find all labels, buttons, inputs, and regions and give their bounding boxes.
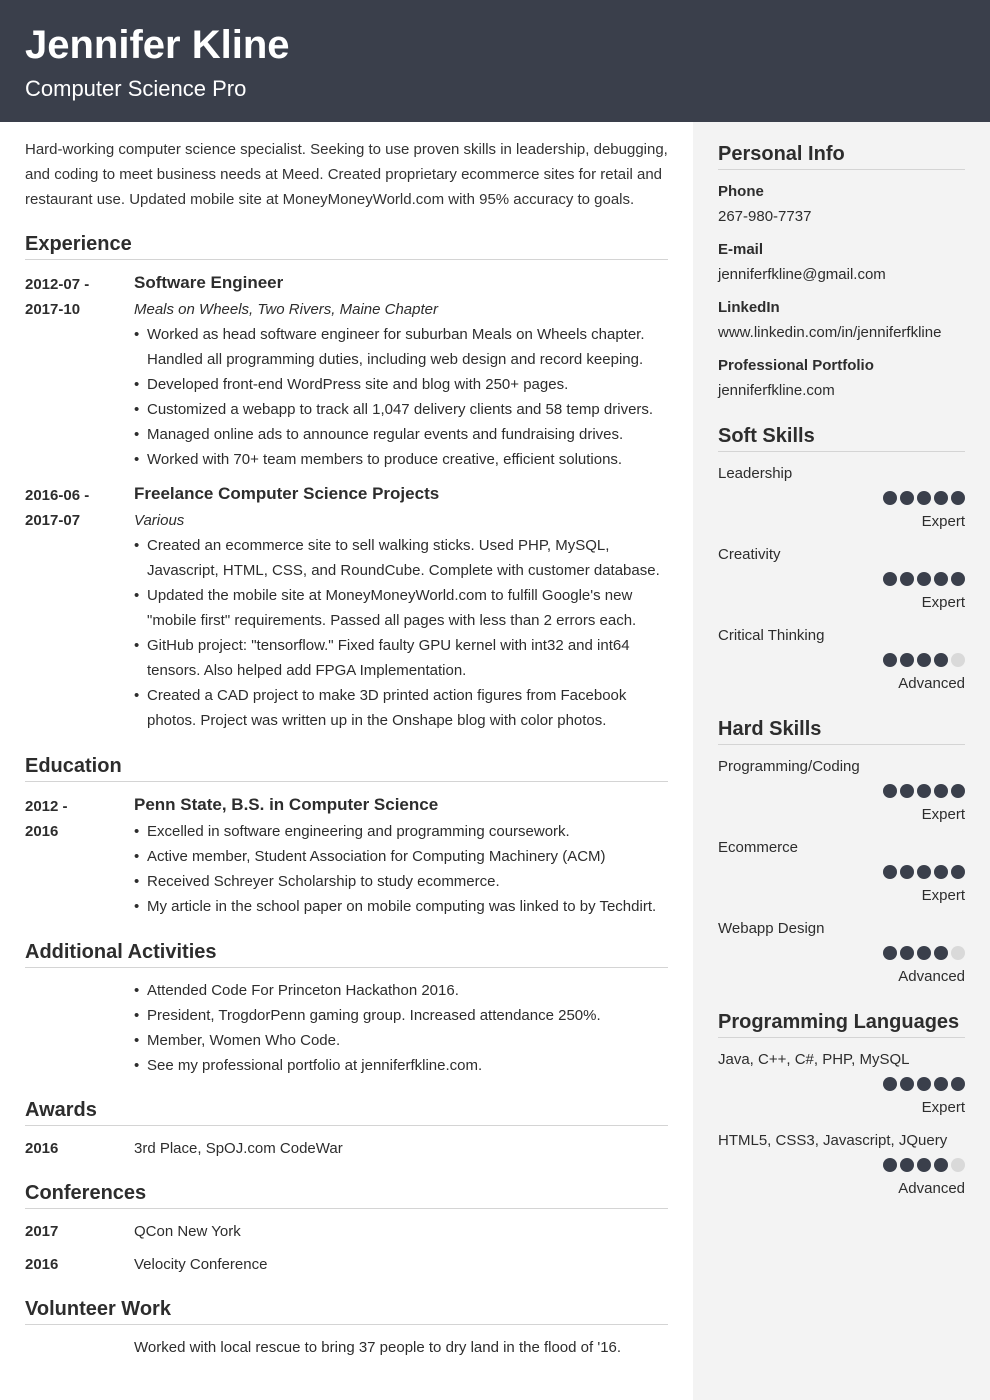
bullet-list xyxy=(134,533,668,733)
bullet-item: • Worked with 70+ team members to produce creative, efficient solutions. xyxy=(134,447,668,472)
entry-body xyxy=(134,483,668,733)
rating-dot-filled xyxy=(917,653,931,667)
email-label: E-mail xyxy=(718,241,764,258)
skill-level: Advanced xyxy=(898,1180,965,1197)
conference-year: 2016 xyxy=(25,1256,59,1273)
skill-item xyxy=(718,1131,965,1203)
rating-dot-filled xyxy=(917,1158,931,1172)
job-title: Freelance Computer Science Projects xyxy=(134,484,440,503)
rating-dot-filled xyxy=(883,653,897,667)
skill-item xyxy=(718,838,965,910)
portfolio-label: Professional Portfolio xyxy=(718,357,874,374)
skill-name: Critical Thinking xyxy=(718,627,825,644)
activities-heading: Additional Activities xyxy=(25,939,668,968)
rating-dot-filled xyxy=(951,491,965,505)
conference-text: QCon New York xyxy=(134,1223,241,1240)
conferences-heading: Conferences xyxy=(25,1180,668,1209)
candidate-title: Computer Science Pro xyxy=(25,76,247,101)
rating-dot-filled xyxy=(883,784,897,798)
languages-heading: Programming Languages xyxy=(718,1009,965,1038)
skill-name: Leadership xyxy=(718,465,793,482)
portfolio-value: jenniferfkline.com xyxy=(718,382,835,399)
skill-name: HTML5, CSS3, Javascript, JQuery xyxy=(718,1132,948,1149)
rating-dot-filled xyxy=(883,1158,897,1172)
bullet-item: • Excelled in software engineering and programming coursework. xyxy=(134,819,668,844)
skill-rating xyxy=(883,1077,965,1091)
skill-level: Advanced xyxy=(898,675,965,692)
profile-summary: Hard-working computer science specialist. Seeking to use proven skills in leadership, debugging, and coding to meet business needs at Meed. Created proprietary ecommerce sites for retail and restaurant use. Updated mobile site at MoneyMoneyWorld.com with 95% accuracy to goals. xyxy=(25,141,668,208)
conference-year: 2017 xyxy=(25,1223,59,1240)
rating-dot-filled xyxy=(883,572,897,586)
entry-dates xyxy=(25,794,125,844)
bullet-item: • Active member, Student Association for Computing Machinery (ACM) xyxy=(134,844,668,869)
volunteer-text: Worked with local rescue to bring 37 people to dry land in the flood of '16. xyxy=(134,1339,622,1356)
rating-dot-filled xyxy=(883,946,897,960)
linkedin-value: www.linkedin.com/in/jenniferfkline xyxy=(718,324,942,341)
date-start: 2012 - xyxy=(25,798,68,815)
skill-level: Expert xyxy=(921,594,965,611)
skill-rating xyxy=(883,653,965,667)
award-text: 3rd Place, SpOJ.com CodeWar xyxy=(134,1140,343,1157)
rating-dot-filled xyxy=(917,946,931,960)
date-end: 2017-07 xyxy=(25,512,81,529)
rating-dot-empty xyxy=(951,653,965,667)
rating-dot-filled xyxy=(900,491,914,505)
email-value: jenniferfkline@gmail.com xyxy=(718,266,886,283)
bullet-list xyxy=(134,322,668,472)
linkedin-label: LinkedIn xyxy=(718,299,780,316)
rating-dot-filled xyxy=(934,491,948,505)
skill-level: Advanced xyxy=(898,968,965,985)
date-start: 2016-06 - xyxy=(25,487,90,504)
award-year: 2016 xyxy=(25,1140,59,1157)
rating-dot-empty xyxy=(951,946,965,960)
rating-dot-filled xyxy=(951,865,965,879)
skill-rating xyxy=(883,946,965,960)
rating-dot-filled xyxy=(934,572,948,586)
date-end: 2016 xyxy=(25,823,59,840)
skill-rating xyxy=(883,491,965,505)
experience-heading: Experience xyxy=(25,231,668,260)
education-heading: Education xyxy=(25,753,668,782)
bullet-item: • Updated the mobile site at MoneyMoneyWorld.com to fulfill Google's new "mobile first" requirements. Passed all pages with less than 2 errors each. xyxy=(134,583,668,633)
skill-name: Ecommerce xyxy=(718,839,799,856)
rating-dot-filled xyxy=(883,865,897,879)
rating-dot-filled xyxy=(900,784,914,798)
entry-dates xyxy=(25,272,125,322)
rating-dot-filled xyxy=(934,946,948,960)
bullet-item: • Managed online ads to announce regular events and fundraising drives. xyxy=(134,422,668,447)
bullet-item: • Member, Women Who Code. xyxy=(134,1028,668,1053)
company-name: Various xyxy=(134,512,185,529)
conference-text: Velocity Conference xyxy=(134,1256,268,1273)
bullet-item: • Attended Code For Princeton Hackathon 2016. xyxy=(134,978,668,1003)
bullet-item: • GitHub project: "tensorflow." Fixed faulty GPU kernel with int32 and int64 tensors. Also helped add FPGA Implementation. xyxy=(134,633,668,683)
bullet-item: • President, TrogdorPenn gaming group. Increased attendance 250%. xyxy=(134,1003,668,1028)
bullet-item: • Customized a webapp to track all 1,047 delivery clients and 58 temp drivers. xyxy=(134,397,668,422)
skill-level: Expert xyxy=(921,806,965,823)
date-start: 2012-07 - xyxy=(25,276,90,293)
skill-level: Expert xyxy=(921,1099,965,1116)
rating-dot-filled xyxy=(934,784,948,798)
bullet-list xyxy=(134,819,668,919)
bullet-list xyxy=(134,978,668,1078)
rating-dot-filled xyxy=(934,1077,948,1091)
skill-item xyxy=(718,919,965,991)
rating-dot-filled xyxy=(917,1077,931,1091)
skill-item xyxy=(718,626,965,698)
rating-dot-filled xyxy=(917,491,931,505)
rating-dot-filled xyxy=(934,653,948,667)
rating-dot-filled xyxy=(934,865,948,879)
rating-dot-filled xyxy=(900,946,914,960)
rating-dot-filled xyxy=(951,572,965,586)
hard-skills-heading: Hard Skills xyxy=(718,716,965,745)
rating-dot-filled xyxy=(883,1077,897,1091)
skill-rating xyxy=(883,865,965,879)
degree-title: Penn State, B.S. in Computer Science xyxy=(134,795,439,814)
rating-dot-filled xyxy=(951,784,965,798)
skill-name: Webapp Design xyxy=(718,920,825,937)
rating-dot-filled xyxy=(900,653,914,667)
skill-rating xyxy=(883,572,965,586)
skill-item xyxy=(718,464,965,536)
rating-dot-empty xyxy=(951,1158,965,1172)
skill-item xyxy=(718,757,965,829)
rating-dot-filled xyxy=(917,572,931,586)
bullet-item: • My article in the school paper on mobile computing was linked to by Techdirt. xyxy=(134,894,668,919)
bullet-item: • Developed front-end WordPress site and blog with 250+ pages. xyxy=(134,372,668,397)
skill-level: Expert xyxy=(921,887,965,904)
soft-skills-heading: Soft Skills xyxy=(718,423,965,452)
bullet-item: • See my professional portfolio at jenniferfkline.com. xyxy=(134,1053,668,1078)
company-name: Meals on Wheels, Two Rivers, Maine Chapter xyxy=(134,301,438,318)
phone-label: Phone xyxy=(718,183,764,200)
personal-info-heading: Personal Info xyxy=(718,141,965,170)
sidebar xyxy=(693,122,990,1400)
skill-name: Java, C++, C#, PHP, MySQL xyxy=(718,1051,910,1068)
rating-dot-filled xyxy=(934,1158,948,1172)
skill-name: Creativity xyxy=(718,546,781,563)
bullet-item: • Worked as head software engineer for suburban Meals on Wheels chapter. Handled all programming duties, including web design and record keeping. xyxy=(134,322,668,372)
skill-item xyxy=(718,1050,965,1122)
entry-body xyxy=(134,272,668,472)
awards-heading: Awards xyxy=(25,1097,668,1126)
rating-dot-filled xyxy=(951,1077,965,1091)
rating-dot-filled xyxy=(883,491,897,505)
resume-header xyxy=(0,0,990,122)
entry-body xyxy=(134,978,668,1078)
volunteer-heading: Volunteer Work xyxy=(25,1296,668,1325)
skill-item xyxy=(718,545,965,617)
skill-name: Programming/Coding xyxy=(718,758,860,775)
rating-dot-filled xyxy=(900,572,914,586)
skill-rating xyxy=(883,784,965,798)
candidate-name: Jennifer Kline xyxy=(25,23,290,67)
date-end: 2017-10 xyxy=(25,301,81,318)
skill-rating xyxy=(883,1158,965,1172)
phone-value: 267-980-7737 xyxy=(718,208,812,225)
rating-dot-filled xyxy=(917,865,931,879)
bullet-item: • Received Schreyer Scholarship to study ecommerce. xyxy=(134,869,668,894)
rating-dot-filled xyxy=(900,1158,914,1172)
entry-dates xyxy=(25,483,125,533)
skill-level: Expert xyxy=(921,513,965,530)
bullet-item: • Created an ecommerce site to sell walking sticks. Used PHP, MySQL, Javascript, HTML, CSS, and RoundCube. Complete with customer database. xyxy=(134,533,668,583)
rating-dot-filled xyxy=(900,1077,914,1091)
rating-dot-filled xyxy=(917,784,931,798)
job-title: Software Engineer xyxy=(134,273,284,292)
entry-body xyxy=(134,794,668,919)
bullet-item: • Created a CAD project to make 3D printed action figures from Facebook photos. Project was written up in the Onshape blog with color photos. xyxy=(134,683,668,733)
rating-dot-filled xyxy=(900,865,914,879)
